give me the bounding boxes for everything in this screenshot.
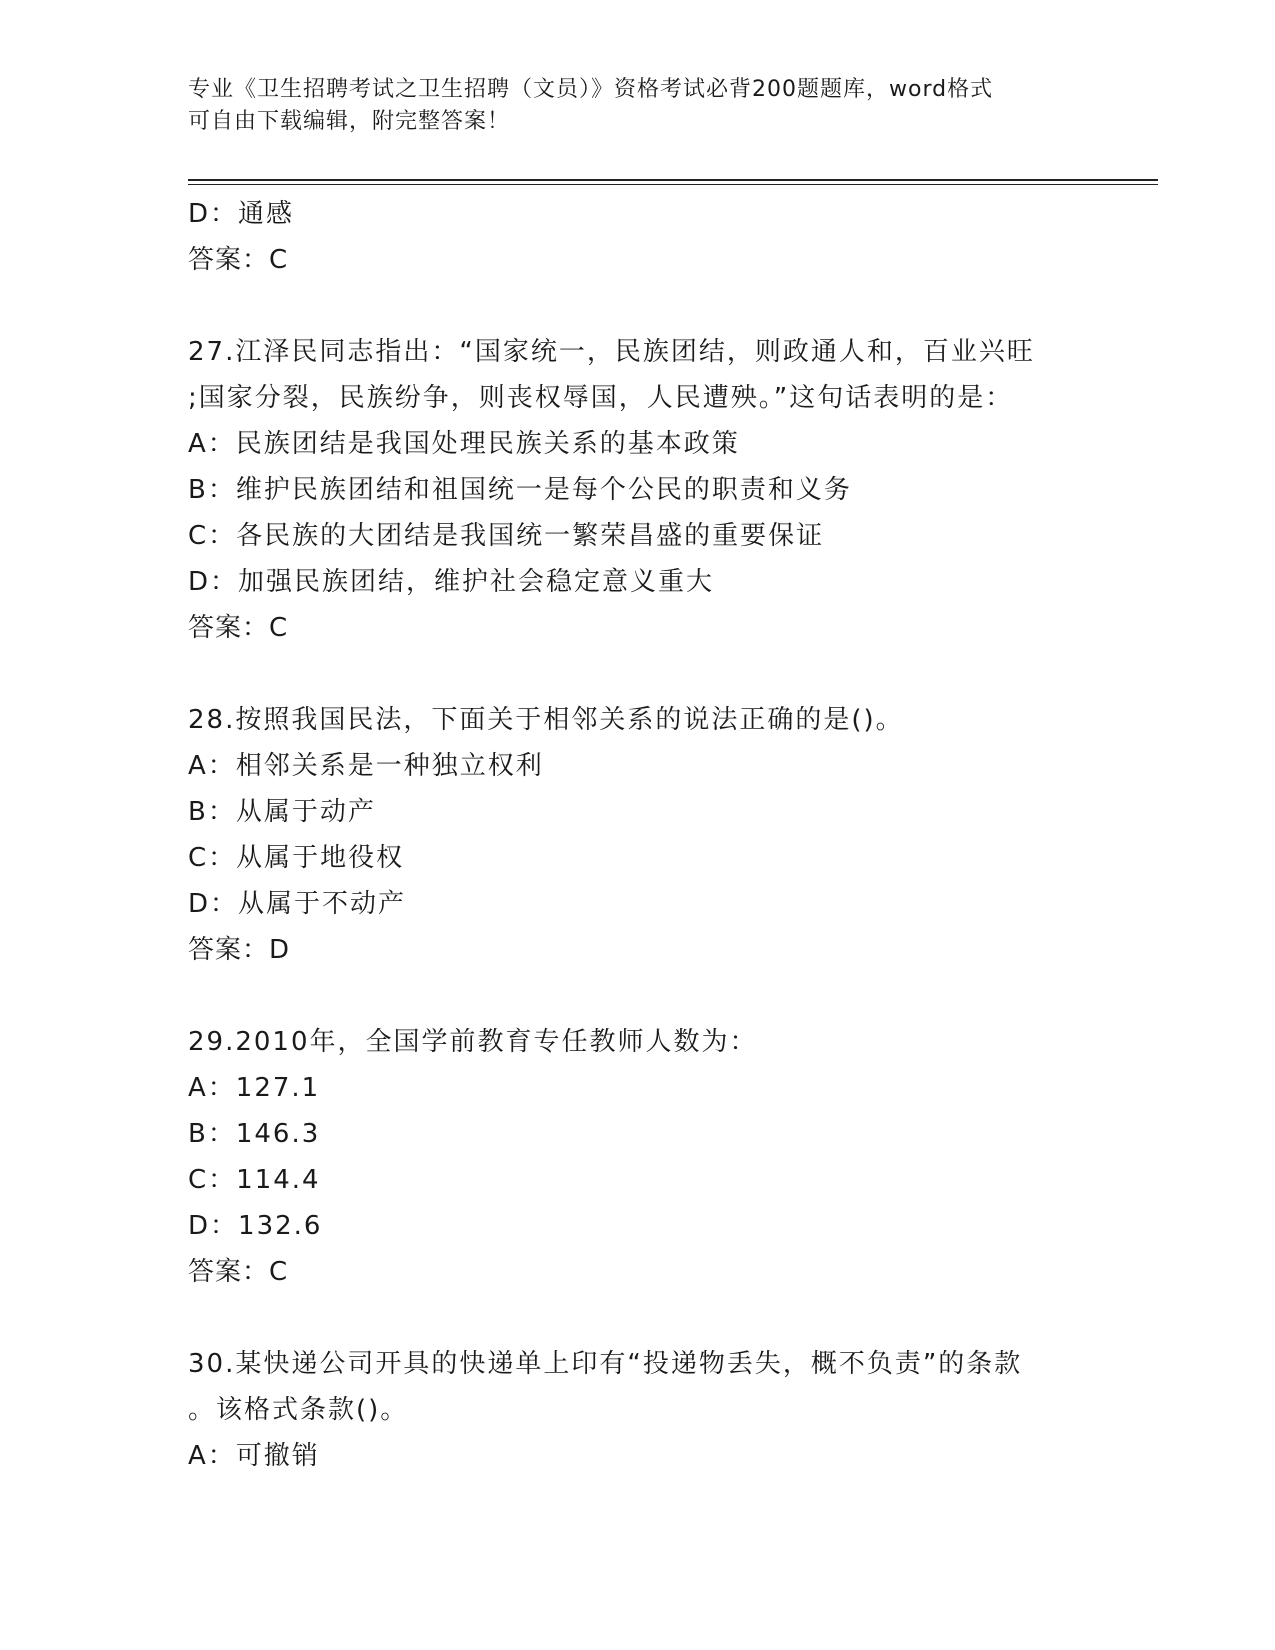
question-stem: 30.某快递公司开具的快递单上印有“投递物丢失，概不负责”的条款 [188,1349,1023,1379]
question-list [188,191,1088,1479]
previous-question-tail [188,191,1088,283]
header-divider [188,179,1158,185]
option-c: C：114.4 [188,1165,321,1195]
option-d: D：通感 [188,199,295,229]
answer-line: 答案：D [188,935,291,965]
question-27 [188,329,1088,651]
question-stem: 29.2010年，全国学前教育专任教师人数为： [188,1027,758,1057]
option-d: D：加强民族团结，维护社会稳定意义重大 [188,567,715,597]
option-d: D：从属于不动产 [188,889,407,919]
answer-line: 答案：C [188,245,289,275]
question-stem: 28.按照我国民法，下面关于相邻关系的说法正确的是()。 [188,705,904,735]
spacer [188,973,1088,1019]
spacer [188,283,1088,329]
question-stem-continued: ;国家分裂，民族纷争，则丧权辱国，人民遭殃。”这句话表明的是： [188,383,1014,413]
question-30 [188,1341,1088,1479]
question-29 [188,1019,1088,1295]
option-a: A：可撤销 [188,1441,320,1471]
spacer [188,651,1088,697]
option-b: B：维护民族团结和祖国统一是每个公民的职责和义务 [188,475,852,505]
option-c: C：各民族的大团结是我国统一繁荣昌盛的重要保证 [188,521,825,551]
question-28 [188,697,1088,973]
document-header [188,74,1068,138]
option-a: A：127.1 [188,1073,321,1103]
question-stem: 27.江泽民同志指出：“国家统一，民族团结，则政通人和，百业兴旺 [188,337,1035,367]
option-c: C：从属于地役权 [188,843,405,873]
header-line-1: 专业《卫生招聘考试之卫生招聘（文员）》资格考试必背200题题库，word格式 [188,77,994,102]
option-b: B：146.3 [188,1119,321,1149]
spacer [188,1295,1088,1341]
option-d: D：132.6 [188,1211,323,1241]
answer-line: 答案：C [188,613,289,643]
option-a: A：民族团结是我国处理民族关系的基本政策 [188,429,740,459]
answer-line: 答案：C [188,1257,289,1287]
header-line-2: 可自由下载编辑，附完整答案！ [188,109,511,134]
question-stem-continued: 。该格式条款()。 [188,1395,409,1425]
option-a: A：相邻关系是一种独立权利 [188,751,544,781]
option-b: B：从属于动产 [188,797,376,827]
